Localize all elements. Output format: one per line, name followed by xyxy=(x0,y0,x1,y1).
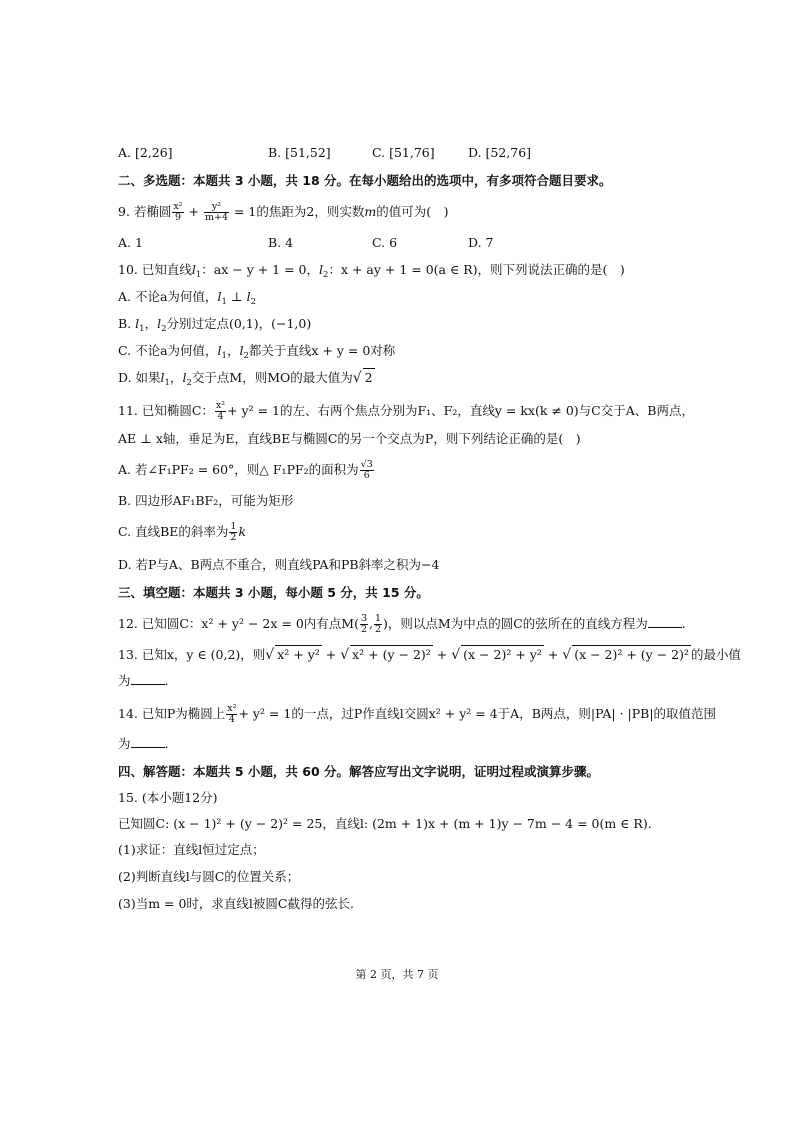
q9-stem-post: 的值可为( ) xyxy=(376,204,449,219)
q11-frac-c: $\frac{1}{2}$ xyxy=(230,521,237,543)
question-13: 13. 已知x，y ∈ (0,2)，则√ x² + y² + √ x² + (y − 2)² + √ (x − 2)² + y² + √ (x − 2)² + (y − 2)² 的最小值 xyxy=(118,647,742,663)
q10-option-b: B. $l_1$，$l_2$分别过定点(0,1)，(−1,0) xyxy=(118,316,312,334)
q13-stem-pre: 13. 已知x，y ∈ (0,2)，则 xyxy=(118,647,266,662)
section-3-heading: 三、填空题：本题共 3 小题，每小题 5 分，共 15 分。 xyxy=(118,585,429,600)
q8-option-c: C. [51,76] xyxy=(372,145,435,160)
q14-answer-blank[interactable] xyxy=(131,737,165,748)
q10-stem-a: 10. 已知直线 xyxy=(118,262,192,277)
page-footer: 第 2 页，共 7 页 xyxy=(355,968,439,981)
q9-option-c: C. 6 xyxy=(372,235,398,250)
q9-frac-x: $\frac{\text{x²}}{9}$ xyxy=(173,201,183,223)
q8-option-a: A. [2,26] xyxy=(118,145,173,160)
q14-stem-post: + y² = 1的一点，过P作直线l交圆x² + y² = 4于A，B两点，则|PA| · |PB|的取值范围 xyxy=(238,706,717,721)
q12-frac-2: $\frac{1}{2}$ xyxy=(374,613,382,635)
q9-frac-y: $\frac{\text{y²}}{m+4}$ xyxy=(205,201,229,223)
q15-part-1: (1)求证：直线l恒过定点； xyxy=(118,842,265,857)
question-12: 12. 已知圆C：x² + y² − 2x = 0内有点M( $\frac{3}{2}$ , $\frac{1}{2}$ )，则以点M为中点的圆C的弦所在的直线方程为 . xyxy=(118,613,686,635)
q13-answer-blank[interactable] xyxy=(131,674,165,685)
q11-frac: $\frac{\text{x²}}{4}$ xyxy=(215,400,226,422)
q15-part-2: (2)判断直线l与圆C的位置关系； xyxy=(118,869,300,884)
q11-option-c: C. 直线BE的斜率为 $\frac{1}{2}$ k xyxy=(118,521,247,543)
question-14 xyxy=(118,704,754,725)
q12-stem-pre: 12. 已知圆C：x² + y² − 2x = 0内有点M( xyxy=(118,616,359,631)
q14-stem-pre: 14. 已知P为椭圆上 xyxy=(118,706,226,721)
question-11 xyxy=(118,401,754,422)
q11-frac-a: $\frac{√3}{6}$ xyxy=(360,459,373,481)
q11-stem-post: + y² = 1的左、右两个焦点分别为F₁、F₂，直线y = kx(k ≠ 0)与C交于A、B两点， xyxy=(227,403,694,418)
q11-option-c-text: C. 直线BE的斜率为 xyxy=(118,524,229,539)
q9-stem-pre: 9. 若椭圆 xyxy=(118,204,172,219)
q15-part-3: (3)当m = 0时，求直线l被圆C截得的弦长. xyxy=(118,896,354,911)
section-4-heading: 四、解答题：本题共 5 小题，共 60 分。解答应写出文字说明，证明过程或演算步骤。 xyxy=(118,764,600,779)
q12-stem-post: )，则以点M为中点的圆C的弦所在的直线方程为 xyxy=(383,616,648,631)
q10-stem-b: ：ax − y + 1 = 0， xyxy=(201,262,320,277)
q10-option-d-pre: D. 如果 xyxy=(118,370,161,385)
q11-option-d: D. 若P与A、B两点不重合，则直线PA和PB斜率之积为−4 xyxy=(118,557,440,572)
q13-line2: 为 . xyxy=(118,673,169,688)
q14-line2-text: 为 xyxy=(118,736,131,751)
q10-option-c-text: 都关于直线x + y = 0对称 xyxy=(248,343,396,358)
q10-option-c-pre: C. 不论a为何值， xyxy=(118,343,218,358)
q10-option-d: D. 如果$l_1$，$l_2$交于点M，则MO的最大值为√ 2 xyxy=(118,370,373,388)
q13-stem-post: 的最小值 xyxy=(691,647,742,662)
q12-frac-1: $\frac{3}{2}$ xyxy=(360,613,367,635)
q8-option-d: D. [52,76] xyxy=(468,145,532,160)
q9-option-a: A. 1 xyxy=(118,235,143,250)
q11-option-a xyxy=(118,460,754,481)
q10-option-b-pre: B. xyxy=(118,316,136,331)
q14-frac: $\frac{\text{x²}}{4}$ xyxy=(227,703,237,725)
question-10: 10. 已知直线$l_1$：ax − y + 1 = 0，$l_2$：x + ay + 1 = 0(a ∈ R)，则下列说法正确的是( ) xyxy=(118,262,625,280)
q10-option-b-text: 分别过定点(0,1)，(−1,0) xyxy=(166,316,312,331)
q9-option-b: B. 4 xyxy=(268,235,294,250)
q15-title: 15. (本小题12分) xyxy=(118,790,218,805)
q10-option-c: C. 不论a为何值，$l_1$，$l_2$都关于直线x + y = 0对称 xyxy=(118,343,396,361)
q12-answer-blank[interactable] xyxy=(648,617,682,628)
q11-option-a-text: A. 若∠F₁PF₂ = 60°，则△ F₁PF₂的面积为 xyxy=(118,462,359,477)
q10-option-d-text: 交于点M，则MO的最大值为 xyxy=(191,370,353,385)
question-9: 9. 若椭圆 $\frac{\text{x²}}{9}$ + $\frac{\text{y²}}{m+4}$ = 1的焦距为2，则实数m的值可为( ) xyxy=(118,201,449,223)
q15-stem: 已知圆C: (x − 1)² + (y − 2)² = 25，直线l: (2m + 1)x + (m + 1)y − 7m − 4 = 0(m ∈ R). xyxy=(118,816,652,831)
q10-option-a: A. 不论a为何值，$l_1$ ⊥ $l_2$ xyxy=(118,289,256,307)
q11-stem-line2: AE ⊥ x轴，垂足为E，直线BE与椭圆C的另一个交点为P，则下列结论正确的是( ) xyxy=(118,431,581,446)
q9-option-d: D. 7 xyxy=(468,235,494,250)
q13-line2-text: 为 xyxy=(118,673,131,688)
q9-stem-mid: 的焦距为2，则实数 xyxy=(256,204,365,219)
q11-option-b: B. 四边形AF₁BF₂，可能为矩形 xyxy=(118,493,294,508)
q8-option-b: B. [51,52] xyxy=(268,145,331,160)
section-2-heading: 二、多选题：本题共 3 小题，共 18 分。在每小题给出的选项中，有多项符合题目要求。 xyxy=(118,173,612,188)
q11-stem-pre: 11. 已知椭圆C： xyxy=(118,403,214,418)
q10-option-a-text: A. 不论a为何值， xyxy=(118,289,218,304)
q14-line2: 为 . xyxy=(118,736,169,751)
q10-stem-c: ：x + ay + 1 = 0(a ∈ R)，则下列说法正确的是( ) xyxy=(328,262,625,277)
